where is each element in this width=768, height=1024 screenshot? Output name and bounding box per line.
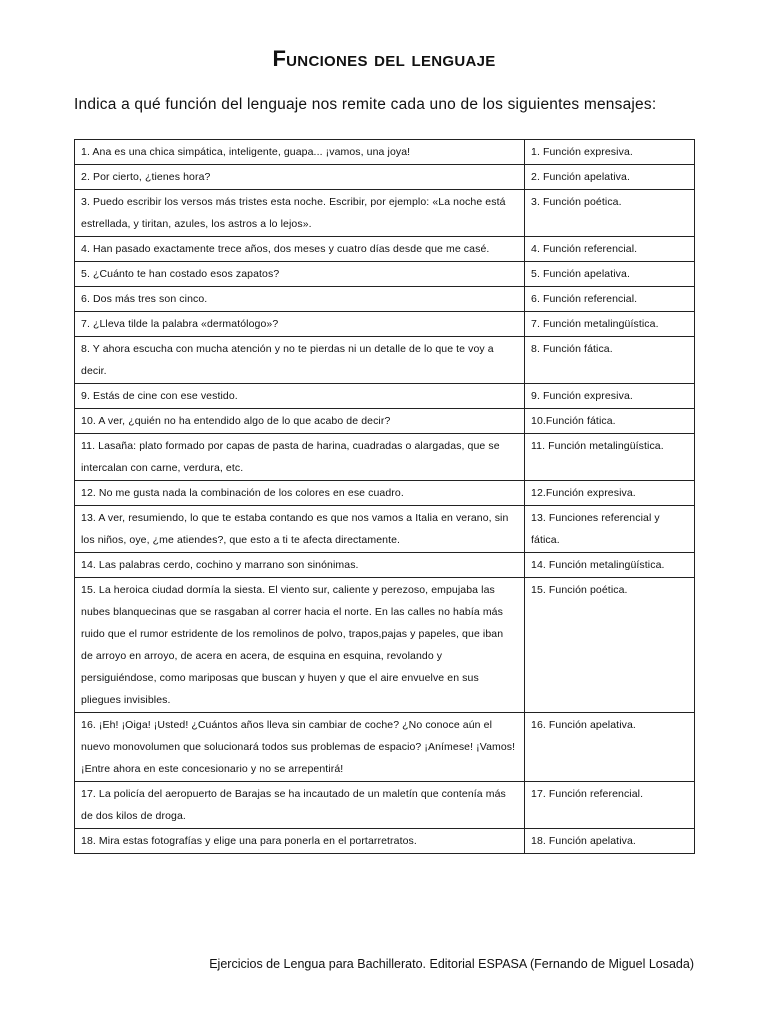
function-answer-cell: 2. Función apelativa. <box>525 165 695 190</box>
function-answer-cell: 11. Función metalingüística. <box>525 434 695 481</box>
function-answer-cell: 4. Función referencial. <box>525 237 695 262</box>
instruction-text: Indica a qué función del lenguaje nos remite cada uno de los siguientes mensajes: <box>74 96 657 113</box>
table-row <box>75 262 695 287</box>
function-answer-cell: 12.Función expresiva. <box>525 481 695 506</box>
message-cell: 15. La heroica ciudad dormía la siesta. El viento sur, caliente y perezoso, empujaba las nubes blanquecinas que se rasgaban al correr hacia el norte. En las calles no había más ruido que el rumor estridente de los remolinos de polvo, trapos,pajas y papeles, que iban de arroyo en arroyo, de acera en acera, de esquina en esquina, revolando y persiguiéndose, como mariposas que buscan y huyen y que el aire envuelve en sus pliegues invisibles. <box>75 578 525 713</box>
exercise-table-body <box>75 140 695 854</box>
message-cell: 11. Lasaña: plato formado por capas de pasta de harina, cuadradas o alargadas, que se intercalan con carne, verdura, etc. <box>75 434 525 481</box>
table-row <box>75 312 695 337</box>
table-row <box>75 829 695 854</box>
table-row <box>75 384 695 409</box>
message-cell: 6. Dos más tres son cinco. <box>75 287 525 312</box>
message-cell: 17. La policía del aeropuerto de Barajas se ha incautado de un maletín que contenía más de dos kilos de droga. <box>75 782 525 829</box>
message-cell: 1. Ana es una chica simpática, inteligente, guapa... ¡vamos, una joya! <box>75 140 525 165</box>
message-cell: 9. Estás de cine con ese vestido. <box>75 384 525 409</box>
table-row <box>75 782 695 829</box>
message-cell: 13. A ver, resumiendo, lo que te estaba contando es que nos vamos a Italia en verano, sin los niños, oye, ¿me atiendes?, que esto a ti te afecta directamente. <box>75 506 525 553</box>
function-answer-cell: 6. Función referencial. <box>525 287 695 312</box>
function-answer-cell: 15. Función poética. <box>525 578 695 713</box>
function-answer-cell: 17. Función referencial. <box>525 782 695 829</box>
table-row <box>75 434 695 481</box>
message-cell: 16. ¡Eh! ¡Oiga! ¡Usted! ¿Cuántos años lleva sin cambiar de coche? ¿No conoce aún el nuevo monovolumen que solucionará todos sus problemas de espacio? ¡Anímese! ¡Vamos! ¡Entre ahora en este concesionario y no se arrepentirá! <box>75 713 525 782</box>
table-row <box>75 578 695 713</box>
function-answer-cell: 7. Función metalingüística. <box>525 312 695 337</box>
function-answer-cell: 14. Función metalingüística. <box>525 553 695 578</box>
message-cell: 7. ¿Lleva tilde la palabra «dermatólogo»? <box>75 312 525 337</box>
message-cell: 8. Y ahora escucha con mucha atención y no te pierdas ni un detalle de lo que te voy a decir. <box>75 337 525 384</box>
function-answer-cell: 1. Función expresiva. <box>525 140 695 165</box>
function-answer-cell: 16. Función apelativa. <box>525 713 695 782</box>
message-cell: 4. Han pasado exactamente trece años, dos meses y cuatro días desde que me casé. <box>75 237 525 262</box>
table-row <box>75 237 695 262</box>
table-row <box>75 481 695 506</box>
source-footer: Ejercicios de Lengua para Bachillerato. Editorial ESPASA (Fernando de Miguel Losada) <box>209 957 694 971</box>
message-cell: 12. No me gusta nada la combinación de los colores en ese cuadro. <box>75 481 525 506</box>
function-answer-cell: 9. Función expresiva. <box>525 384 695 409</box>
table-row <box>75 553 695 578</box>
table-row <box>75 165 695 190</box>
message-cell: 3. Puedo escribir los versos más tristes esta noche. Escribir, por ejemplo: «La noche está estrellada, y tiritan, azules, los astros a lo lejos». <box>75 190 525 237</box>
message-cell: 10. A ver, ¿quién no ha entendido algo de lo que acabo de decir? <box>75 409 525 434</box>
page-title: Funciones del lenguaje <box>272 46 496 71</box>
message-cell: 2. Por cierto, ¿tienes hora? <box>75 165 525 190</box>
table-row <box>75 409 695 434</box>
table-row <box>75 287 695 312</box>
table-row <box>75 190 695 237</box>
table-row <box>75 337 695 384</box>
function-answer-cell: 5. Función apelativa. <box>525 262 695 287</box>
message-cell: 5. ¿Cuánto te han costado esos zapatos? <box>75 262 525 287</box>
function-answer-cell: 18. Función apelativa. <box>525 829 695 854</box>
function-answer-cell: 13. Funciones referencial y fática. <box>525 506 695 553</box>
message-cell: 14. Las palabras cerdo, cochino y marrano son sinónimas. <box>75 553 525 578</box>
function-answer-cell: 8. Función fática. <box>525 337 695 384</box>
message-cell: 18. Mira estas fotografías y elige una para ponerla en el portarretratos. <box>75 829 525 854</box>
table-row <box>75 713 695 782</box>
table-row <box>75 140 695 165</box>
table-row <box>75 506 695 553</box>
exercise-table <box>74 139 695 854</box>
function-answer-cell: 10.Función fática. <box>525 409 695 434</box>
function-answer-cell: 3. Función poética. <box>525 190 695 237</box>
